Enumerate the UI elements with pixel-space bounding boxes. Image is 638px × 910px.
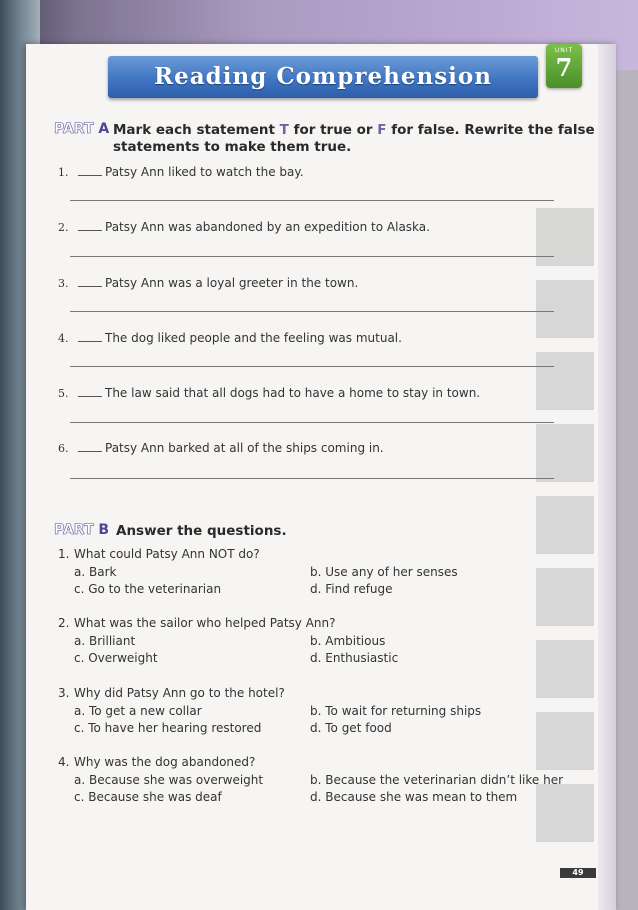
show-through-images	[506, 194, 596, 894]
option-d[interactable]: d. Enthusiastic	[310, 651, 399, 665]
statement-4	[58, 331, 402, 345]
page-edge	[598, 44, 616, 910]
statement-5	[58, 386, 480, 400]
option-d[interactable]: d. Find refuge	[310, 582, 393, 596]
option-a[interactable]: a. To get a new collar	[74, 704, 202, 718]
option-b[interactable]: b. Use any of her senses	[310, 565, 458, 579]
option-d[interactable]: d. Because she was mean to them	[310, 790, 518, 804]
answer-blank[interactable]	[78, 331, 102, 342]
statement-number: 4.	[58, 332, 69, 345]
rewrite-line[interactable]	[70, 200, 554, 201]
statement-number: 5.	[58, 387, 69, 400]
option-c[interactable]: c. Overweight	[74, 651, 158, 665]
question-text: What was the sailor who helped Patsy Ann?	[74, 616, 336, 630]
unit-number: 7	[555, 53, 573, 82]
unit-label: UNIT	[554, 47, 574, 54]
part-b-instruction: Answer the questions.	[116, 523, 287, 539]
option-c[interactable]: c. Go to the veterinarian	[74, 582, 222, 596]
answer-blank[interactable]	[78, 276, 102, 287]
statement-text: Patsy Ann was abandoned by an expedition to Alaska.	[105, 220, 430, 234]
option-c[interactable]: c. To have her hearing restored	[74, 721, 262, 735]
question-number: 3.	[58, 686, 70, 700]
question-text: Why did Patsy Ann go to the hotel?	[74, 686, 285, 700]
option-d[interactable]: d. To get food	[310, 721, 392, 735]
statement-2	[58, 220, 430, 234]
statement-number: 6.	[58, 442, 69, 455]
statement-text: The law said that all dogs had to have a home to stay in town.	[105, 386, 481, 400]
part-letter: B	[98, 522, 110, 538]
page-number: 49	[560, 868, 596, 878]
option-c[interactable]: c. Because she was deaf	[74, 790, 222, 804]
question-3	[58, 686, 285, 700]
unit-badge	[546, 44, 582, 88]
rewrite-line[interactable]	[70, 256, 554, 257]
rewrite-line[interactable]	[70, 422, 554, 423]
statement-text: Patsy Ann barked at all of the ships coming in.	[105, 441, 384, 455]
false-letter: F	[377, 122, 387, 138]
statement-3	[58, 276, 358, 290]
question-2	[58, 616, 336, 630]
part-a-instruction	[113, 122, 595, 156]
option-a[interactable]: a. Because she was overweight	[74, 773, 264, 787]
statement-1	[58, 165, 304, 179]
part-word: PART	[54, 522, 94, 538]
option-a[interactable]: a. Brilliant	[74, 634, 136, 648]
instruction-text: for true or	[288, 122, 378, 138]
instruction-text: Mark each statement	[113, 122, 280, 138]
part-a-tag	[54, 121, 109, 137]
rewrite-line[interactable]	[70, 478, 554, 479]
part-letter: A	[98, 121, 110, 137]
answer-blank[interactable]	[78, 220, 102, 231]
statement-text: Patsy Ann liked to watch the bay.	[105, 165, 304, 179]
answer-blank[interactable]	[78, 441, 102, 452]
page-title: Reading Comprehension	[108, 56, 538, 98]
part-b-tag	[54, 522, 109, 538]
statement-number: 2.	[58, 221, 69, 234]
true-letter: T	[279, 122, 289, 138]
statement-number: 3.	[58, 277, 69, 290]
rewrite-line[interactable]	[70, 311, 554, 312]
instruction-text: for false. Rewrite the false	[386, 122, 595, 138]
option-b[interactable]: b. To wait for returning ships	[310, 704, 482, 718]
answer-blank[interactable]	[78, 165, 102, 176]
question-number: 1.	[58, 547, 70, 561]
question-number: 2.	[58, 616, 70, 630]
question-number: 4.	[58, 755, 70, 769]
statement-6	[58, 441, 384, 455]
question-4	[58, 755, 255, 769]
statement-text: The dog liked people and the feeling was mutual.	[105, 331, 402, 345]
statement-text: Patsy Ann was a loyal greeter in the town.	[105, 276, 359, 290]
instruction-text: statements to make them true.	[113, 139, 352, 155]
answer-blank[interactable]	[78, 386, 102, 397]
part-word: PART	[54, 121, 94, 137]
rewrite-line[interactable]	[70, 366, 554, 367]
question-text: What could Patsy Ann NOT do?	[74, 547, 260, 561]
question-text: Why was the dog abandoned?	[74, 755, 256, 769]
option-b[interactable]: b. Because the veterinarian didn’t like her	[310, 773, 564, 787]
statement-number: 1.	[58, 166, 69, 179]
question-1	[58, 547, 260, 561]
option-a[interactable]: a. Bark	[74, 565, 117, 579]
option-b[interactable]: b. Ambitious	[310, 634, 386, 648]
